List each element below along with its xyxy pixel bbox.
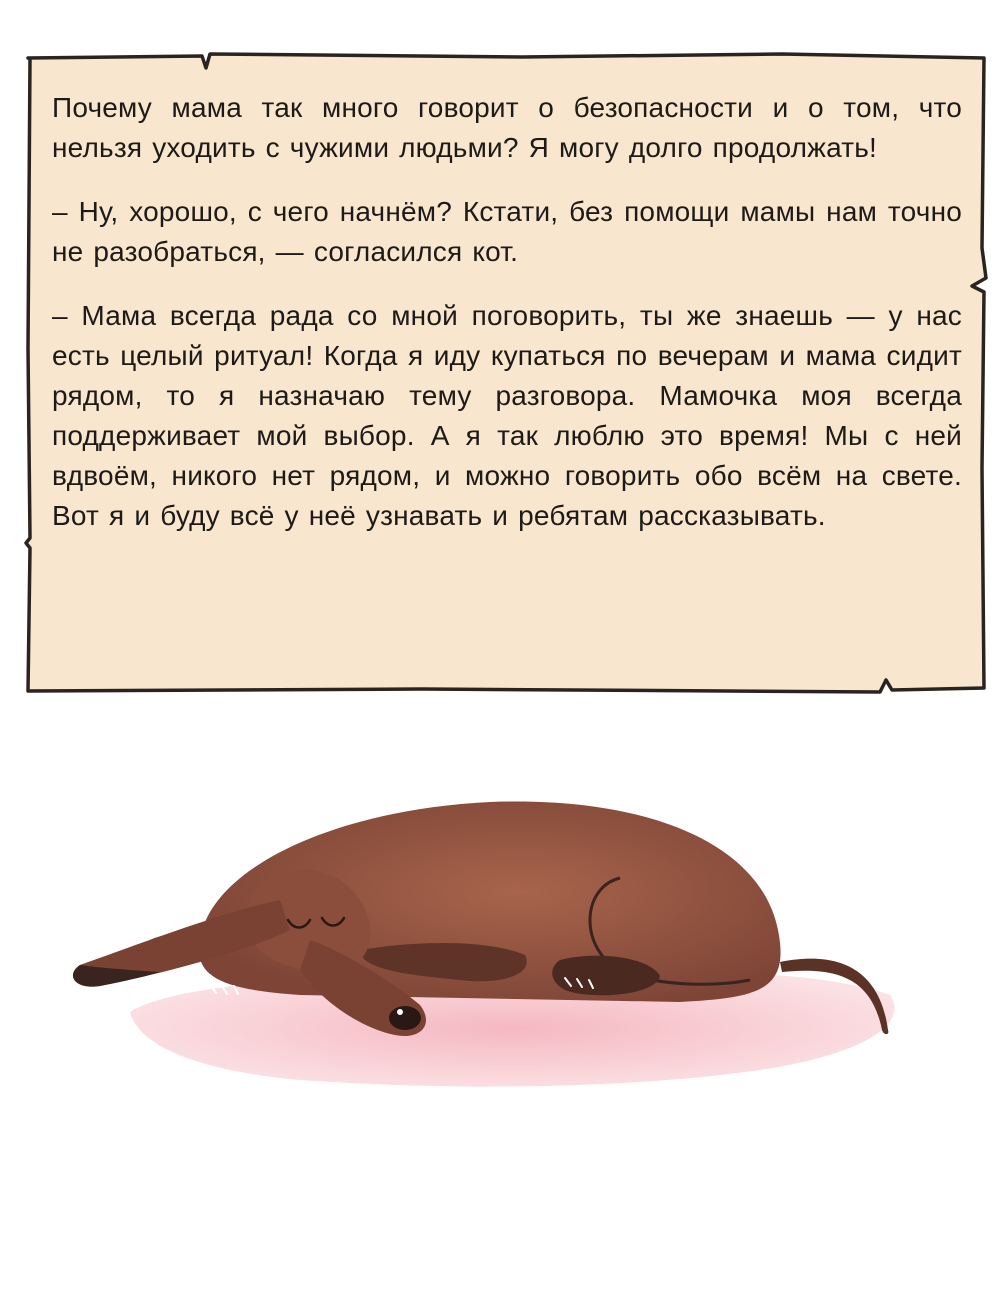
note-text: [52, 88, 962, 560]
paragraph-question: Почему мама так много говорит о безопасности и о том, что нельзя уходить с чужими людьми? Я могу долго продолжать!: [52, 92, 962, 163]
paragraph-cat-reply: – Ну, хорошо, с чего начнём? Кстати, без помощи мамы нам точно не разобраться, — согласился кот.: [52, 196, 962, 267]
sleeping-dachshund-icon: [60, 790, 940, 1110]
sleeping-dachshund-illustration: [60, 790, 940, 1110]
paragraph-ritual: – Мама всегда рада со мной поговорить, ты же знаешь — у нас есть целый ритуал! Когда я иду купаться по вечерам и мама сидит рядом, то я назначаю тему разговора. Мамочка моя всегда поддерживает мой выбор. А я так люблю это время! Мы с ней вдвоём, никого нет рядом, и можно говорить обо всём на свете. Вот я и буду всё у неё узнавать и ребятам рассказывать.: [52, 300, 962, 531]
dog-nose: [389, 1006, 421, 1030]
